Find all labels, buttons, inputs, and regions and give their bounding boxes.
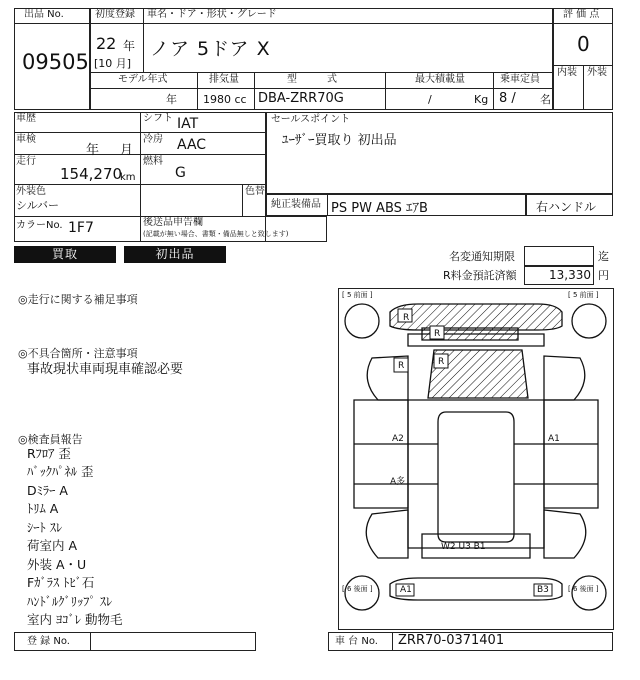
shift-value: IAT [177, 116, 199, 132]
rear-b3: B3 [537, 585, 549, 595]
mark-r-grille: R [434, 329, 441, 339]
reg-month: [10 月] [94, 57, 132, 70]
body-right [544, 400, 598, 508]
mark-a-multi: A多 [390, 477, 406, 487]
inspection-label: 車検 [16, 134, 36, 145]
reg-year-unit: 年 [123, 39, 136, 53]
driving-notes-title: ◎走行に関する補足事項 [18, 293, 138, 306]
car-name: ノア 5ドア X [150, 38, 271, 60]
inspector-item: ﾄﾘﾑ A [27, 501, 59, 516]
color-no-label: カラーNo. [16, 220, 63, 231]
capacity-value: 8 / [499, 91, 516, 106]
sales-point-value: ﾕｰｻﾞｰ買取り 初出品 [282, 133, 397, 148]
capacity-label: 乗車定員 [500, 74, 540, 85]
car-damage-diagram [338, 288, 614, 630]
glass-marks: W2 U3 B1 [441, 542, 486, 552]
name-label: 車名・ドア・形状・グレード [147, 9, 277, 20]
score-label: 評 価 点 [563, 9, 600, 20]
reg-no-label: 登 録 No. [27, 636, 70, 647]
capacity-unit: 名 [540, 93, 551, 106]
equipment-label: 純正装備品 [271, 199, 321, 210]
exterior-label: 外装 [587, 67, 607, 78]
mark-r-front: R [403, 313, 410, 323]
front-bumper [390, 304, 562, 330]
inspector-item: 外装 A・U [27, 557, 87, 572]
mark-r-windshield: R [438, 357, 445, 367]
buy-badge: 買取 [14, 246, 116, 263]
score-value: 0 [577, 32, 590, 56]
inspection-month: 月 [120, 143, 134, 158]
type-value: DBA-ZRR70G [258, 91, 344, 106]
lot-label: 出品 No. [24, 9, 64, 20]
name-change-unit: 迄 [598, 250, 609, 263]
color-change-label: 色替 [245, 186, 265, 197]
interior-label: 内装 [557, 67, 577, 78]
aftermarket-note: (記載が無い場合、書類・備品無しと致します) [143, 230, 289, 238]
inspector-item: ｼｰﾄ ｽﾚ [27, 520, 63, 535]
defect-notes-title: ◎不具合箇所・注意事項 [18, 347, 138, 360]
lot-number: 09505 [22, 50, 89, 74]
chassis-number: ZRR70-0371401 [398, 633, 505, 648]
recycle-label: R料金預託済額 [443, 269, 517, 282]
shift-label: シフト [143, 113, 173, 124]
inspector-title: ◎検査員報告 [18, 433, 83, 446]
aftermarket-label: 後送品申告欄 [143, 217, 203, 228]
displacement-label: 排気量 [209, 74, 239, 85]
recycle-value: 13,330 [549, 268, 591, 282]
body-left [354, 400, 408, 508]
front-right-wheel [572, 304, 606, 338]
mark-r-left: R [398, 361, 405, 371]
color-value: シルバー [16, 199, 59, 212]
handle-value: 右ハンドル [536, 200, 597, 214]
color-no-value: 1F7 [68, 220, 94, 236]
ac-value: AAC [177, 137, 207, 153]
inspector-item: Fｶﾞﾗｽ ﾄﾋﾞ石 [27, 575, 95, 590]
model-year-unit: 年 [166, 93, 177, 106]
rear-a1: A1 [400, 585, 412, 595]
inspector-item: 荷室内 A [27, 538, 78, 553]
inspector-item: ﾊﾞｯｸﾊﾟﾈﾙ 歪 [27, 464, 94, 479]
first-reg-label: 初度登録 [95, 9, 135, 20]
first-listing-badge: 初出品 [124, 246, 226, 263]
diagram-bottom-left-label: [ 6 後面 ] [342, 585, 373, 593]
equipment-value: PS PW ABS ｴｱB [331, 201, 428, 216]
fuel-value: G [175, 165, 186, 181]
diagram-top-left-label: [ 5 前面 ] [342, 291, 373, 299]
ac-label: 冷房 [143, 134, 163, 145]
defect-notes-text: 事故現状車両現車確認必要 [27, 362, 184, 377]
inspector-item: Dﾐﾗｰ A [27, 483, 68, 498]
diagram-bottom-right-label: [ 6 後面 ] [568, 585, 599, 593]
reg-year: 22 [96, 34, 117, 53]
front-left-wheel [345, 304, 379, 338]
inspection-year: 年 [86, 143, 100, 158]
inspector-item: Rﾌﾛｱ 歪 [27, 446, 71, 461]
inspector-item: ﾊﾝﾄﾞﾙｸﾞﾘｯﾌﾟ ｽﾚ [27, 594, 113, 609]
model-year-label: モデル年式 [118, 74, 168, 85]
max-load-unit: Kg [474, 93, 489, 106]
name-change-label: 名変通知期限 [449, 250, 515, 263]
type-label: 型 式 [287, 74, 337, 85]
mileage-value: 154,270 [60, 165, 123, 183]
max-load-label: 最大積載量 [415, 74, 465, 85]
color-label: 外装色 [16, 186, 46, 197]
max-load-value: / [428, 93, 432, 106]
inspector-item: 室内 ﾖｺﾞﾚ 動物毛 [27, 612, 123, 627]
fuel-label: 燃料 [143, 156, 163, 167]
name-change-value-box [524, 246, 594, 266]
sales-point-label: セールスポイント [271, 114, 351, 125]
mileage-label: 走行 [16, 156, 36, 167]
mark-a1-right: A1 [548, 434, 560, 444]
diagram-top-right-label: [ 5 前面 ] [568, 291, 599, 299]
mark-a2: A2 [392, 434, 404, 444]
mileage-unit: km [120, 172, 136, 183]
displacement-value: 1980 cc [203, 93, 247, 106]
body-center [408, 400, 544, 548]
history-label: 車歴 [16, 113, 36, 124]
roof [438, 412, 514, 542]
chassis-label: 車 台 No. [335, 636, 378, 647]
recycle-unit: 円 [598, 269, 609, 282]
